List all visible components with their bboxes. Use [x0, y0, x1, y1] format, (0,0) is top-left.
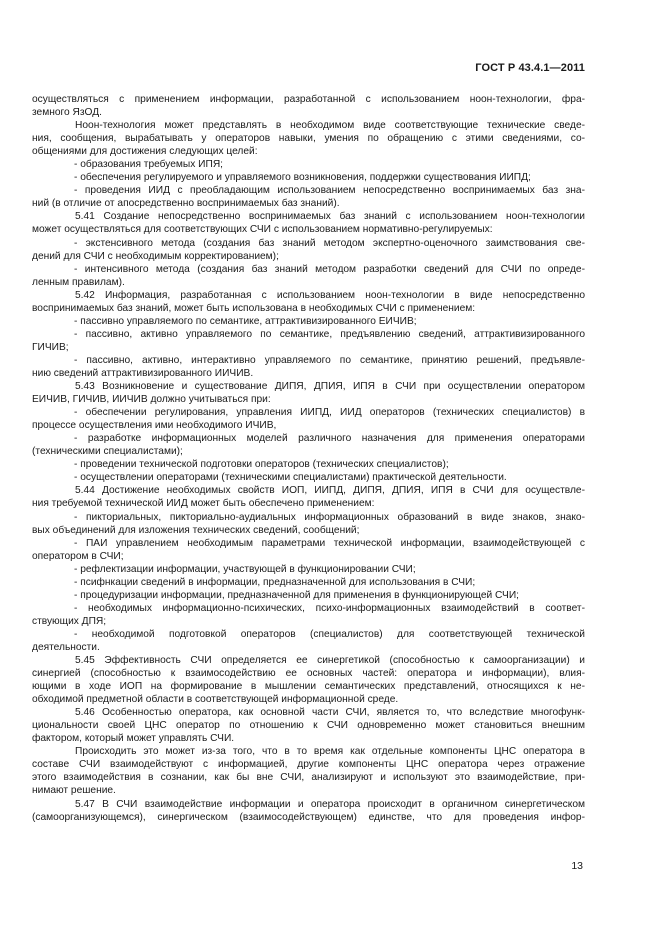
text-line: - пассивно, активно, интерактивно управляемого по семантике, принятию решений, предъявле-	[74, 354, 585, 366]
text-line: 5.47 В СЧИ взаимодействие информации и оператора происходит в органичном синергетическом	[75, 798, 585, 810]
text-line: фактором, который может управлять СЧИ.	[32, 733, 235, 745]
text-line: - разработке информационных моделей различного назначения для применения операторами	[74, 433, 585, 445]
text-line: - псифнкации сведений в информации, предназначенной для использования в СЧИ;	[74, 576, 476, 588]
text-line: - ПАИ управлением необходимым параметрами технической информации, взаимодействующей с	[74, 537, 585, 549]
document-header: ГОСТ Р 43.4.1—2011	[475, 62, 585, 74]
text-line: - проведении технической подготовки операторов (технических специалистов);	[74, 459, 449, 471]
text-line: обходимой предметной области в соответствующей информационной среде.	[32, 694, 399, 706]
text-line: деятельности.	[32, 641, 100, 653]
text-line: - образования требуемых ИПЯ;	[74, 159, 224, 171]
text-line: ющими в ходе ИОП на формирование в мышлении семантических представлений, относящихся к не-	[32, 681, 585, 693]
text-line: - осуществлении операторами (техническими специалистами) практической деятельности.	[74, 472, 507, 484]
text-line: воспринимаемых баз знаний, может быть использована в необходимых СЧИ с применением:	[32, 302, 476, 314]
text-line: ствующих ДПЯ;	[32, 615, 107, 627]
text-line: - пассивно, активно управляемого по семантике, предъявлению сведений, аттрактивизированного	[74, 328, 585, 340]
text-line: синергией (способностью к взаимосодействию ее основных частей: оператора и информации), влия-	[32, 668, 585, 680]
text-line: 5.45 Эффективность СЧИ определяется ее синергетикой (способностью к самоорганизации) и	[75, 655, 585, 667]
text-line: ЕИЧИВ, ГИЧИВ, ИИЧИВ должно учитываться при:	[32, 394, 271, 406]
text-line: - пиктoриальных, пиктoриально-аудиальных информационных образований в виде знаков, знако-	[74, 511, 585, 523]
text-line: - интенсивного метода (создания баз знаний методом разработки сведений для СЧИ по опреде-	[74, 263, 585, 275]
document-body	[32, 93, 585, 824]
text-line: оператором в СЧИ;	[32, 550, 124, 562]
text-line: ленным правилам).	[32, 276, 125, 288]
text-line: - экстенсивного метода (создания баз знаний методом экспертно-оценочного заимствования све-	[74, 237, 585, 249]
text-line: - рефлектизации информации, участвующей в функционировании СЧИ;	[74, 563, 416, 575]
text-line: Ноон-технология может представлять в необходимом виде соответствующие технические сведе-	[75, 120, 585, 132]
text-line: - пассивно управляемого по семантике, аттрактивизированного ЕИЧИВ;	[74, 315, 417, 327]
text-line: дений для СЧИ с необходимым корректированием);	[32, 250, 279, 262]
text-line: процессе осуществления ими необходимого ИЧИВ,	[32, 420, 277, 432]
text-line: - необходимой подготовкой операторов (специалистов) для соответствующей технической	[74, 628, 585, 640]
text-line: составе СЧИ взаимодействуют с информацией, другие компоненты ЦНС оператора через отражение	[32, 759, 585, 771]
text-line: циональности своей ЦНС оператор по отношению к СЧИ одновременно может становиться внешним	[32, 720, 585, 732]
text-line: - процедуризации информации, предназначенной для применения в функционирующей СЧИ;	[74, 589, 519, 601]
text-line: нимают решение.	[32, 785, 116, 797]
text-line: 5.41 Создание непосредственно воспринимаемых баз знаний с использованием ноон-технологии	[75, 211, 585, 223]
text-line: ния требуемой технической ИИД может быть обеспечено применением:	[32, 498, 375, 510]
text-line: (техническими специалистами);	[32, 446, 183, 458]
text-line: осуществляться с применением информации, разработанной с использованием ноон-технологии, фра-	[32, 94, 585, 105]
text-line: может осуществляться для соответствующих СЧИ с использованием нормативно-регулируемых:	[32, 224, 493, 236]
text-line: 5.44 Достижение необходимых свойств ИОП, ИИПД, ДИПЯ, ДПИЯ, ИПЯ в СЧИ для осуществле-	[75, 485, 585, 497]
text-line: - необходимых информационно-психических, психо-информационных взаимодействий в соответ-	[74, 602, 585, 614]
text-line: вых объединений для изложения технических сведений, сообщений;	[32, 524, 360, 536]
text-line: этого взаимодействия в сознании, как бы вне СЧИ, анализируют и используют это взаимодействие, при-	[32, 772, 585, 784]
text-line: - обеспечения регулируемого и управляемого возникновения, поддержки существования ИИПД;	[74, 172, 531, 184]
text-line: нию сведений аттрактивизированного ИИЧИВ.	[32, 367, 254, 379]
text-line: - проведения ИИД с преобладающим использованием непосредственно воспринимаемых баз зна-	[74, 185, 585, 197]
text-line: общениями для достижения следующих целей:	[32, 146, 258, 158]
text-line: - обеспечении регулирования, управления ИИПД, ИИД операторов (технических специалистов) в	[74, 407, 585, 419]
text-line: 5.43 Возникновение и существование ДИПЯ, ДПИЯ, ИПЯ в СЧИ при осуществлении оператором	[75, 381, 585, 393]
page-number: 13	[571, 860, 583, 872]
text-line: ний (в отличие от апосредственно воспринимаемых баз знаний).	[32, 198, 340, 210]
text-line: ГИЧИВ;	[32, 341, 69, 353]
text-line: 5.46 Особенностью оператора, как основной части СЧИ, является то, что вследствие многофунк-	[75, 707, 585, 719]
text-line: (самоорганизующемся), синергическом (взаимосодействующем) единстве, что для проведения инфор-	[32, 811, 585, 823]
text-line: Происходить это может из-за того, что в то время как отдельные компоненты ЦНС оператора в	[75, 746, 585, 758]
text-line: земного ЯзОД.	[32, 107, 102, 119]
text-line: 5.42 Информация, разработанная с использованием ноон-технологии в виде непосредственно	[75, 289, 585, 301]
text-line: ния, сообщения, вырабатывать у операторов навыки, умения по обращению с этими сведениями, со-	[32, 133, 585, 145]
